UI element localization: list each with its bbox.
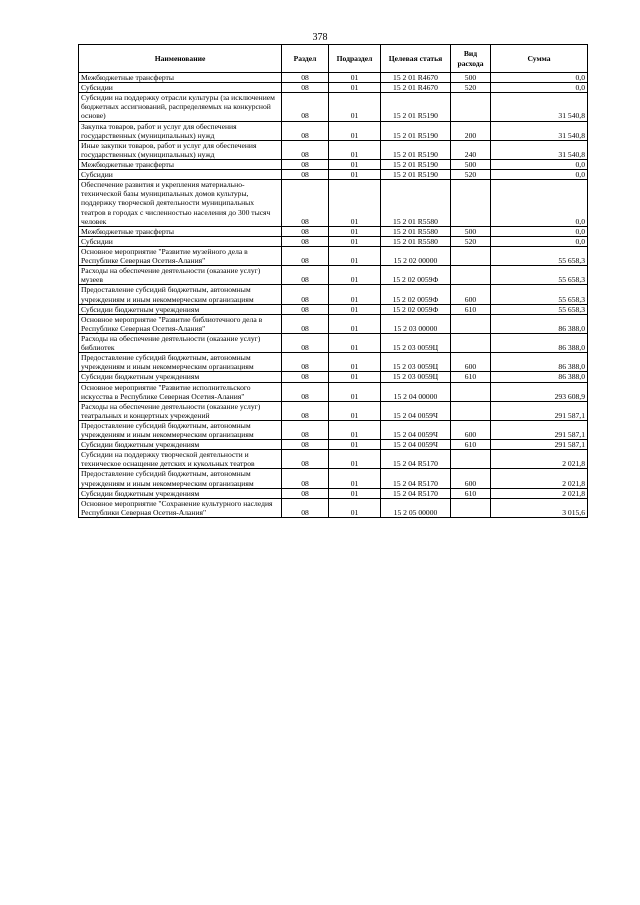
table-cell-subsection: 01 xyxy=(329,401,381,420)
table-row xyxy=(79,420,588,439)
table-cell-section: 08 xyxy=(282,498,329,517)
table-cell-target: 15 2 04 0059Ч xyxy=(381,420,451,439)
header-target: Целевая статья xyxy=(381,45,451,73)
table-cell-subsection: 01 xyxy=(329,83,381,93)
table-cell-amount: 55 658,3 xyxy=(491,266,588,285)
table-cell-name: Обеспечение развития и укрепления материально-технической базы муниципальных домов культуры, поддержку творческой деятельности муниципальных театров в городах с численностью населения до 300 тысяч человек xyxy=(79,180,282,227)
table-cell-subsection: 01 xyxy=(329,226,381,236)
table-cell-name: Субсидии бюджетным учреждениям xyxy=(79,488,282,498)
table-cell-target: 15 2 01 R4670 xyxy=(381,73,451,83)
table-cell-amount: 293 608,9 xyxy=(491,382,588,401)
table-cell-subsection: 01 xyxy=(329,285,381,304)
table-cell-amount: 55 658,3 xyxy=(491,304,588,314)
table-cell-subsection: 01 xyxy=(329,333,381,352)
table-cell-target: 15 2 04 R5170 xyxy=(381,450,451,469)
table-cell-name: Субсидии на поддержку творческой деятельности и техническое оснащение детских и кукольных театров xyxy=(79,450,282,469)
table-cell-amount: 291 587,1 xyxy=(491,401,588,420)
table-cell-target: 15 2 03 0059Ц xyxy=(381,372,451,382)
table-cell-expense-type xyxy=(451,333,491,352)
table-cell-expense-type: 610 xyxy=(451,304,491,314)
table-cell-name: Межбюджетные трансферты xyxy=(79,226,282,236)
table-cell-subsection: 01 xyxy=(329,140,381,159)
table-row xyxy=(79,285,588,304)
table-cell-name: Межбюджетные трансферты xyxy=(79,73,282,83)
table-cell-name: Субсидии xyxy=(79,83,282,93)
table-cell-section: 08 xyxy=(282,420,329,439)
table-cell-subsection: 01 xyxy=(329,266,381,285)
table-cell-expense-type xyxy=(451,401,491,420)
table-cell-subsection: 01 xyxy=(329,159,381,169)
table-cell-subsection: 01 xyxy=(329,180,381,227)
table-row xyxy=(79,353,588,372)
table-cell-section: 08 xyxy=(282,469,329,488)
table-cell-section: 08 xyxy=(282,93,329,121)
table-row xyxy=(79,498,588,517)
table-cell-name: Субсидии xyxy=(79,170,282,180)
table-cell-section: 08 xyxy=(282,121,329,140)
table-cell-target: 15 2 01 R5190 xyxy=(381,140,451,159)
table-cell-amount: 291 587,1 xyxy=(491,420,588,439)
table-cell-amount: 3 015,6 xyxy=(491,498,588,517)
table-row xyxy=(79,266,588,285)
table-row xyxy=(79,401,588,420)
table-row xyxy=(79,73,588,83)
table-cell-name: Основное мероприятие "Сохранение культурного наследия Республики Северная Осетия-Алания" xyxy=(79,498,282,517)
table-cell-expense-type xyxy=(451,93,491,121)
table-cell-expense-type: 520 xyxy=(451,83,491,93)
table-cell-subsection: 01 xyxy=(329,498,381,517)
table-cell-name: Предоставление субсидий бюджетным, автономным учреждениям и иным некоммерческим организациям xyxy=(79,469,282,488)
table-cell-expense-type: 200 xyxy=(451,121,491,140)
table-cell-name: Субсидии бюджетным учреждениям xyxy=(79,440,282,450)
table-cell-expense-type: 520 xyxy=(451,236,491,246)
table-cell-amount: 86 388,0 xyxy=(491,372,588,382)
table-cell-amount: 291 587,1 xyxy=(491,440,588,450)
table-cell-subsection: 01 xyxy=(329,236,381,246)
header-section: Раздел xyxy=(282,45,329,73)
budget-table xyxy=(78,44,588,518)
table-cell-amount: 0,0 xyxy=(491,83,588,93)
table-cell-amount: 0,0 xyxy=(491,226,588,236)
table-cell-subsection: 01 xyxy=(329,420,381,439)
table-cell-subsection: 01 xyxy=(329,304,381,314)
table-cell-expense-type xyxy=(451,266,491,285)
table-cell-target: 15 2 04 R5170 xyxy=(381,469,451,488)
table-cell-name: Основное мероприятие "Развитие музейного дела в Республике Северная Осетия-Алания" xyxy=(79,246,282,265)
table-cell-target: 15 2 01 R5190 xyxy=(381,159,451,169)
table-cell-name: Расходы на обеспечение деятельности (оказание услуг) библиотек xyxy=(79,333,282,352)
table-cell-section: 08 xyxy=(282,488,329,498)
table-row xyxy=(79,140,588,159)
table-row xyxy=(79,450,588,469)
table-cell-expense-type: 610 xyxy=(451,372,491,382)
table-cell-target: 15 2 01 R5190 xyxy=(381,170,451,180)
table-cell-subsection: 01 xyxy=(329,440,381,450)
table-row xyxy=(79,469,588,488)
header-expense-type: Вид расхода xyxy=(451,45,491,73)
table-cell-amount: 31 540,8 xyxy=(491,93,588,121)
table-cell-name: Предоставление субсидий бюджетным, автономным учреждениям и иным некоммерческим организациям xyxy=(79,285,282,304)
table-cell-section: 08 xyxy=(282,372,329,382)
table-cell-subsection: 01 xyxy=(329,372,381,382)
table-cell-section: 08 xyxy=(282,140,329,159)
table-cell-amount: 0,0 xyxy=(491,170,588,180)
table-cell-target: 15 2 03 00000 xyxy=(381,314,451,333)
table-row xyxy=(79,121,588,140)
table-row xyxy=(79,333,588,352)
table-cell-name: Закупка товаров, работ и услуг для обеспечения государственных (муниципальных) нужд xyxy=(79,121,282,140)
table-cell-name: Субсидии на поддержку отрасли культуры (за исключением бюджетных ассигнований, распределяемых на конкурсной основе) xyxy=(79,93,282,121)
table-cell-amount: 55 658,3 xyxy=(491,246,588,265)
table-cell-section: 08 xyxy=(282,246,329,265)
table-cell-subsection: 01 xyxy=(329,382,381,401)
table-cell-expense-type: 600 xyxy=(451,285,491,304)
table-cell-target: 15 2 01 R5580 xyxy=(381,236,451,246)
table-cell-section: 08 xyxy=(282,314,329,333)
table-cell-section: 08 xyxy=(282,333,329,352)
table-cell-subsection: 01 xyxy=(329,73,381,83)
table-cell-subsection: 01 xyxy=(329,353,381,372)
table-cell-section: 08 xyxy=(282,353,329,372)
table-row xyxy=(79,382,588,401)
table-cell-section: 08 xyxy=(282,73,329,83)
table-cell-subsection: 01 xyxy=(329,488,381,498)
table-cell-expense-type: 600 xyxy=(451,469,491,488)
table-cell-section: 08 xyxy=(282,180,329,227)
table-cell-amount: 0,0 xyxy=(491,236,588,246)
table-cell-section: 08 xyxy=(282,170,329,180)
table-cell-section: 08 xyxy=(282,382,329,401)
table-cell-target: 15 2 04 R5170 xyxy=(381,488,451,498)
table-row xyxy=(79,372,588,382)
table-row xyxy=(79,304,588,314)
table-row xyxy=(79,246,588,265)
table-cell-section: 08 xyxy=(282,236,329,246)
table-cell-subsection: 01 xyxy=(329,121,381,140)
table-row xyxy=(79,488,588,498)
table-cell-expense-type: 600 xyxy=(451,353,491,372)
table-cell-target: 15 2 04 0059Ч xyxy=(381,401,451,420)
table-cell-section: 08 xyxy=(282,226,329,236)
table-cell-name: Расходы на обеспечение деятельности (оказание услуг) театральных и концертных учреждений xyxy=(79,401,282,420)
table-cell-amount: 55 658,3 xyxy=(491,285,588,304)
table-cell-target: 15 2 01 R4670 xyxy=(381,83,451,93)
header-amount: Сумма xyxy=(491,45,588,73)
table-cell-section: 08 xyxy=(282,450,329,469)
table-cell-amount: 31 540,8 xyxy=(491,121,588,140)
table-cell-expense-type xyxy=(451,450,491,469)
table-cell-subsection: 01 xyxy=(329,170,381,180)
header-name: Наименование xyxy=(79,45,282,73)
table-cell-name: Иные закупки товаров, работ и услуг для обеспечения государственных (муниципальных) нужд xyxy=(79,140,282,159)
table-cell-target: 15 2 02 0059Ф xyxy=(381,285,451,304)
table-cell-amount: 86 388,0 xyxy=(491,314,588,333)
table-cell-name: Субсидии бюджетным учреждениям xyxy=(79,372,282,382)
table-cell-expense-type xyxy=(451,314,491,333)
table-cell-expense-type: 600 xyxy=(451,420,491,439)
table-cell-subsection: 01 xyxy=(329,469,381,488)
table-cell-amount: 86 388,0 xyxy=(491,333,588,352)
table-header-row xyxy=(79,45,588,73)
table-cell-expense-type: 500 xyxy=(451,73,491,83)
table-cell-name: Основное мероприятие "Развитие библиотечного дела в Республике Северная Осетия-Алания" xyxy=(79,314,282,333)
table-cell-target: 15 2 05 00000 xyxy=(381,498,451,517)
table-row xyxy=(79,180,588,227)
table-cell-expense-type: 610 xyxy=(451,488,491,498)
table-cell-expense-type: 520 xyxy=(451,170,491,180)
table-cell-section: 08 xyxy=(282,159,329,169)
table-cell-name: Предоставление субсидий бюджетным, автономным учреждениям и иным некоммерческим организациям xyxy=(79,420,282,439)
table-cell-amount: 2 021,8 xyxy=(491,469,588,488)
table-cell-section: 08 xyxy=(282,285,329,304)
table-cell-section: 08 xyxy=(282,83,329,93)
table-cell-target: 15 2 03 0059Ц xyxy=(381,353,451,372)
table-cell-target: 15 2 01 R5190 xyxy=(381,93,451,121)
table-cell-target: 15 2 04 00000 xyxy=(381,382,451,401)
table-cell-amount: 0,0 xyxy=(491,159,588,169)
table-cell-subsection: 01 xyxy=(329,314,381,333)
table-cell-target: 15 2 03 0059Ц xyxy=(381,333,451,352)
table-cell-expense-type xyxy=(451,180,491,227)
table-cell-expense-type: 610 xyxy=(451,440,491,450)
table-row xyxy=(79,170,588,180)
table-cell-amount: 0,0 xyxy=(491,180,588,227)
table-cell-target: 15 2 01 R5190 xyxy=(381,121,451,140)
table-cell-section: 08 xyxy=(282,440,329,450)
table-cell-subsection: 01 xyxy=(329,450,381,469)
table-cell-expense-type: 500 xyxy=(451,159,491,169)
table-cell-name: Субсидии xyxy=(79,236,282,246)
table-row xyxy=(79,226,588,236)
table-cell-section: 08 xyxy=(282,266,329,285)
table-cell-name: Субсидии бюджетным учреждениям xyxy=(79,304,282,314)
table-row xyxy=(79,83,588,93)
table-cell-target: 15 2 02 00000 xyxy=(381,246,451,265)
table-cell-subsection: 01 xyxy=(329,246,381,265)
table-cell-target: 15 2 02 0059Ф xyxy=(381,266,451,285)
table-cell-target: 15 2 01 R5580 xyxy=(381,180,451,227)
table-row xyxy=(79,314,588,333)
table-cell-amount: 2 021,8 xyxy=(491,450,588,469)
table-cell-amount: 2 021,8 xyxy=(491,488,588,498)
table-cell-target: 15 2 04 0059Ч xyxy=(381,440,451,450)
table-cell-amount: 86 388,0 xyxy=(491,353,588,372)
table-cell-expense-type: 240 xyxy=(451,140,491,159)
table-cell-name: Основное мероприятие "Развитие исполнительского искусства в Республике Северная Осетия-Алания" xyxy=(79,382,282,401)
table-cell-expense-type: 500 xyxy=(451,226,491,236)
table-cell-expense-type xyxy=(451,382,491,401)
table-cell-name: Предоставление субсидий бюджетным, автономным учреждениям и иным некоммерческим организациям xyxy=(79,353,282,372)
table-cell-section: 08 xyxy=(282,304,329,314)
table-row xyxy=(79,440,588,450)
page-number: 378 xyxy=(312,32,328,43)
table-cell-amount: 31 540,8 xyxy=(491,140,588,159)
table-row xyxy=(79,93,588,121)
table-cell-section: 08 xyxy=(282,401,329,420)
table-cell-amount: 0,0 xyxy=(491,73,588,83)
table-row xyxy=(79,159,588,169)
table-cell-expense-type xyxy=(451,498,491,517)
table-cell-name: Расходы на обеспечение деятельности (оказание услуг) музеев xyxy=(79,266,282,285)
table-cell-target: 15 2 01 R5580 xyxy=(381,226,451,236)
table-cell-expense-type xyxy=(451,246,491,265)
table-cell-target: 15 2 02 0059Ф xyxy=(381,304,451,314)
table-cell-subsection: 01 xyxy=(329,93,381,121)
table-cell-name: Межбюджетные трансферты xyxy=(79,159,282,169)
header-subsection: Подраздел xyxy=(329,45,381,73)
table-row xyxy=(79,236,588,246)
